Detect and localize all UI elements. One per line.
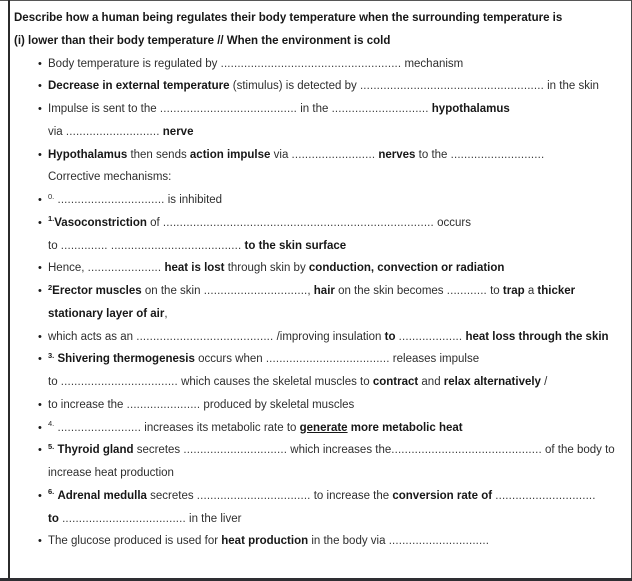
text-segment: via [48,125,66,138]
text-segment: relax alternatively [443,376,541,388]
text-segment: to increase the [310,489,393,502]
text-segment: Corrective mechanisms: [48,171,172,184]
text-line [0,166,632,189]
text-segment: Body temperature is regulated by [48,57,221,70]
text-segment: on the skin becomes [334,285,447,297]
text-segment: via [270,148,292,161]
answer-blank: ..................................... [265,353,390,366]
answer-blank: .............................. [388,535,490,548]
text-segment: mechanism [401,57,464,70]
text-segment: nerve [162,125,194,138]
text-segment: hypothalamus [431,103,510,115]
text-segment: stationary layer of air [48,307,165,320]
text-segment: Erector muscles [52,285,142,297]
text-segment: secretes [146,489,197,502]
answer-blank: ....................................................... [359,80,544,93]
answer-blank: ............................. [331,103,429,115]
text-line [0,439,632,462]
text-segment: increases its metabolic rate to [141,421,300,434]
text-segment: trap [502,285,525,297]
text-line [0,417,632,440]
text-segment: in the body via [308,535,389,548]
answer-blank: ................... [398,330,463,343]
text-segment: , [307,285,314,297]
answer-blank: ................................ [57,194,165,206]
text-segment: increase heat production [48,467,174,479]
answer-blank: .................................. [196,489,311,502]
bullet-icon: • [38,216,42,229]
text-segment: (stimulus) is detected by [229,80,360,93]
text-segment: heat is lost [164,262,225,275]
step-number: 0. [48,191,55,201]
text-segment: on the skin [141,285,204,297]
bullet-icon: • [38,103,42,115]
answer-blank: ............................... [183,444,288,457]
text-segment: releases impulse [389,353,480,366]
text-segment: to [486,285,503,297]
text-segment: , [164,307,168,320]
text-line [0,189,632,212]
answer-blank: ...................... [126,398,201,411]
text-segment: then sends [127,148,190,161]
text-segment: to [384,330,396,343]
bullet-icon: • [38,262,42,275]
text-segment: (i) lower than their body temperature // When the environment is cold [14,34,391,47]
text-segment: hair [313,285,335,297]
step-number: 1. [48,214,55,224]
heading-line [0,30,632,53]
text-line [0,75,632,98]
answer-blank: .............................. [495,489,596,502]
answer-blank: ............................................. [391,444,542,457]
text-segment: Vasoconstriction [54,216,147,229]
text-segment: to the skin surface [244,239,347,252]
bullet-icon: • [38,285,42,297]
text-segment: /improving insulation [273,330,385,343]
text-line [0,303,632,326]
step-number: 6. [48,487,55,497]
text-segment: contract [372,376,419,388]
text-line [0,485,632,508]
text-segment: secretes [133,444,184,457]
text-segment: Shivering thermogenesis [57,353,195,366]
text-segment: nerves [378,148,416,161]
text-segment: Adrenal medulla [57,489,147,502]
text-segment: The glucose produced is used for [48,535,222,548]
step-number: 2 [48,282,53,292]
answer-blank: ............ [446,285,487,297]
text-line [0,530,632,553]
text-segment: Impulse is sent to the [48,103,160,115]
text-segment: heat loss through the skin [465,330,609,343]
text-line [0,280,632,303]
text-segment: produced by skeletal muscles [200,398,355,411]
text-segment: to the [415,148,451,161]
answer-blank: ......................................... [136,330,274,343]
answer-blank: ...................... [87,262,162,275]
text-line [0,235,632,258]
bullet-icon: • [38,421,42,434]
answer-blank: ......................... [291,148,376,161]
text-segment: conversion rate of [392,489,493,502]
text-line [0,98,632,121]
text-segment: conduction, convection or radiation [308,262,505,275]
answer-blank: ................................... [60,376,178,388]
text-segment: a [524,285,538,297]
answer-blank: ...................................................... [220,57,402,70]
text-segment: to [48,376,61,388]
answer-blank: ............................ [450,148,545,161]
text-segment: Hence, [48,262,88,275]
text-segment: more metabolic heat [350,421,463,434]
bullet-icon: • [38,194,42,206]
step-number: 4. [48,419,55,428]
answer-blank: ......................... [57,421,142,434]
text-segment: generate [299,421,348,434]
text-segment: of the body to [541,444,615,457]
bullet-icon: • [38,148,42,161]
bullet-icon: • [38,330,42,343]
answer-blank: ............................ [65,125,160,138]
text-segment: which increases the [287,444,392,457]
text-line [0,121,632,144]
bullet-icon: • [38,353,42,366]
text-line [0,394,632,417]
step-number: 5. [48,441,55,451]
text-segment: thicker [537,285,576,297]
text-segment: to increase the [48,398,127,411]
text-segment: action impulse [189,148,271,161]
answer-blank: ......................................... [159,103,298,115]
text-segment: which causes the skeletal muscles to [177,376,373,388]
step-number: 3. [48,350,55,360]
text-line [0,212,632,235]
bullet-icon: • [38,57,42,70]
heading-line [0,7,632,30]
text-segment: through skin by [224,262,309,275]
text-line [0,508,632,531]
text-segment: of [146,216,163,229]
text-line [0,348,632,371]
text-line [0,53,632,76]
answer-blank: ....................................... [110,239,242,252]
text-segment: in the [297,103,332,115]
text-segment: is inhibited [164,194,223,206]
answer-blank: ................................................................................. [162,216,434,229]
text-segment: to [48,512,59,525]
answer-blank: ............................... [203,285,308,297]
text-segment: and [418,376,444,388]
text-segment: heat production [221,535,309,548]
bullet-icon: • [38,489,42,502]
text-line [0,371,632,394]
answer-blank: ..................................... [62,512,186,525]
bullet-icon: • [38,535,42,548]
text-segment: Decrease in external temperature [48,80,230,93]
text-segment: occurs when [194,353,266,366]
bullet-icon: • [38,398,42,411]
text-segment: in the skin [543,80,599,93]
answer-blank: .............. [60,239,108,252]
text-segment: which acts as an [48,330,137,343]
text-line [0,144,632,167]
text-line [0,326,632,349]
text-segment: occurs [433,216,471,229]
text-segment: Thyroid gland [57,444,134,457]
text-line [0,462,632,485]
bullet-icon: • [38,80,42,93]
text-segment: Hypothalamus [48,148,128,161]
text-segment: Describe how a human being regulates their body temperature when the surrounding temperature is [14,12,563,24]
text-segment: in the liver [185,512,242,525]
bullet-icon: • [38,444,42,457]
text-line [0,257,632,280]
text-segment: to [48,239,61,252]
text-segment: / [540,376,548,388]
